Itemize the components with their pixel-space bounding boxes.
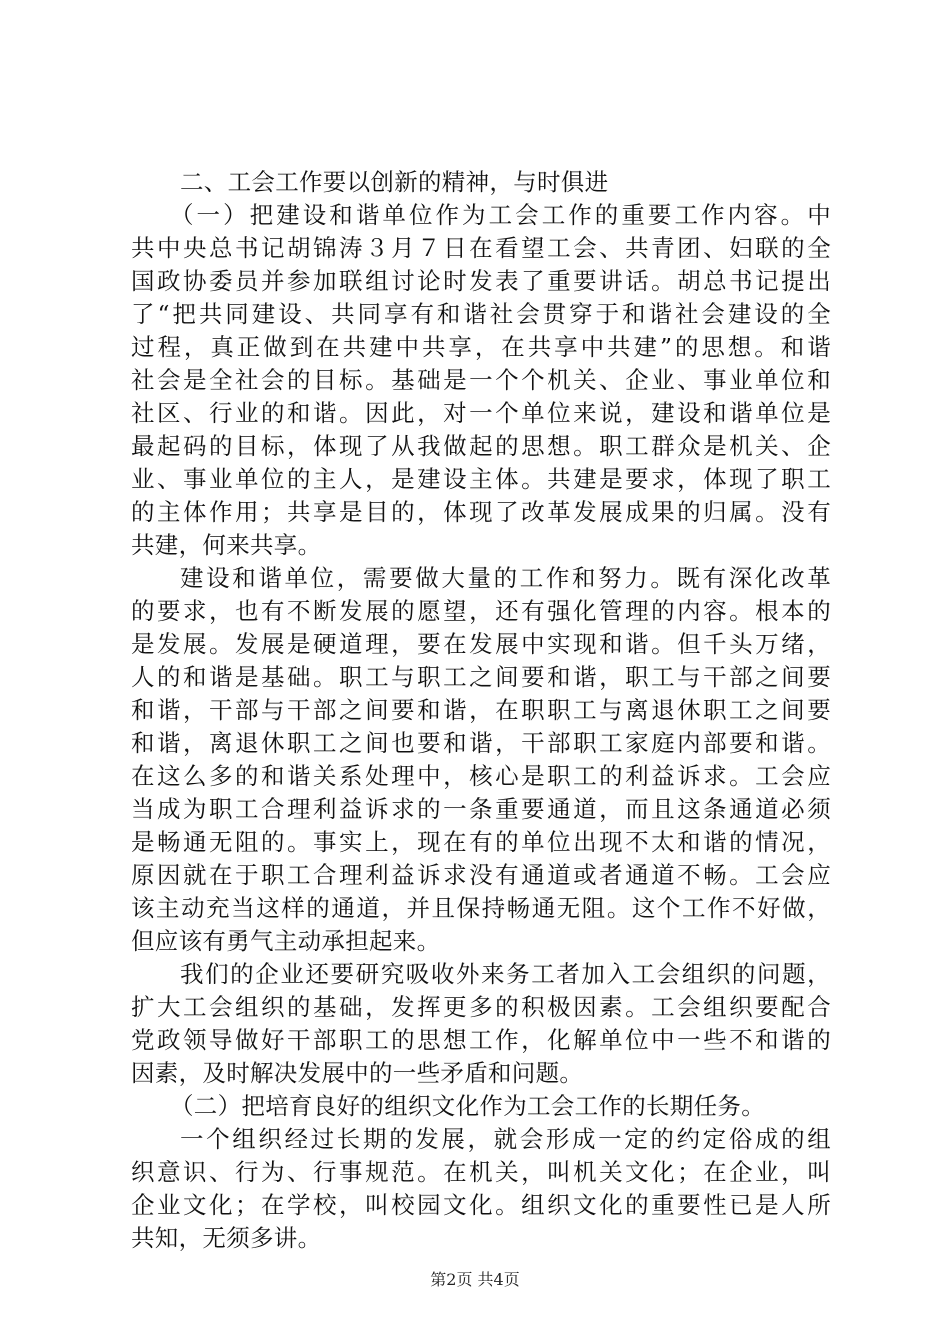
- document-body: [131, 166, 831, 1255]
- text-line: 和谐，离退休职工之间也要和谐，干部职工家庭内部要和谐。: [131, 729, 831, 757]
- text-line: 最起码的目标，体现了从我做起的思想。职工群众是机关、企: [131, 432, 831, 460]
- text-line: 业、事业单位的主人，是建设主体。共建是要求，体现了职工: [131, 465, 831, 493]
- text-line: 了“把共同建设、共同享有和谐社会贯穿于和谐社会建设的全: [131, 300, 831, 328]
- text-line: 党政领导做好干部职工的思想工作，化解单位中一些不和谐的: [131, 1026, 831, 1054]
- text-line: 织意识、行为、行事规范。在机关，叫机关文化；在企业，叫: [131, 1158, 831, 1186]
- text-line: （二）把培育良好的组织文化作为工会工作的长期任务。: [170, 1092, 765, 1120]
- text-line: 过程，真正做到在共建中共享，在共享中共建”的思想。和谐: [131, 333, 831, 361]
- text-line: 因素，及时解决发展中的一些矛盾和问题。: [131, 1059, 584, 1087]
- text-line: 共建，何来共享。: [131, 531, 322, 559]
- text-line: 社区、行业的和谐。因此，对一个单位来说，建设和谐单位是: [131, 399, 831, 427]
- text-line: 原因就在于职工合理利益诉求没有通道或者通道不畅。工会应: [131, 861, 831, 889]
- text-line: 是畅通无阻的。事实上，现在有的单位出现不太和谐的情况，: [131, 828, 831, 856]
- text-line: 的主体作用；共享是目的，体现了改革发展成果的归属。没有: [131, 498, 831, 526]
- text-line: 国政协委员并参加联组讨论时发表了重要讲话。胡总书记提出: [131, 267, 831, 295]
- text-line: 该主动充当这样的通道，并且保持畅通无阻。这个工作不好做，: [131, 894, 831, 922]
- text-line: 人的和谐是基础。职工与职工之间要和谐，职工与干部之间要: [131, 663, 831, 691]
- text-line: 我们的企业还要研究吸收外来务工者加入工会组织的问题，: [180, 960, 831, 988]
- text-line: 当成为职工合理利益诉求的一条重要通道，而且这条通道必须: [131, 795, 831, 823]
- text-line: （一）把建设和谐单位作为工会工作的重要工作内容。中: [170, 201, 831, 229]
- text-line: 在这么多的和谐关系处理中，核心是职工的利益诉求。工会应: [131, 762, 831, 790]
- text-line: 建设和谐单位，需要做大量的工作和努力。既有深化改革: [180, 564, 831, 592]
- text-line: 扩大工会组织的基础，发挥更多的积极因素。工会组织要配合: [131, 993, 831, 1021]
- text-line: 二、工会工作要以创新的精神，与时俱进: [180, 168, 609, 196]
- page-footer: 第2页 共4页: [430, 1270, 520, 1289]
- text-line: 是发展。发展是硬道理，要在发展中实现和谐。但千头万绪，: [131, 630, 831, 658]
- text-line: 共中央总书记胡锦涛３月７日在看望工会、共青团、妇联的全: [131, 234, 831, 262]
- text-line: 和谐，干部与干部之间要和谐，在职职工与离退休职工之间要: [131, 696, 831, 724]
- text-line: 的要求，也有不断发展的愿望，还有强化管理的内容。根本的: [131, 597, 831, 625]
- text-line: 但应该有勇气主动承担起来。: [131, 927, 441, 955]
- text-line: 企业文化；在学校，叫校园文化。组织文化的重要性已是人所: [131, 1191, 831, 1219]
- text-line: 一个组织经过长期的发展，就会形成一定的约定俗成的组: [180, 1125, 831, 1153]
- text-line: 社会是全社会的目标。基础是一个个机关、企业、事业单位和: [131, 366, 831, 394]
- text-line: 共知，无须多讲。: [131, 1224, 322, 1252]
